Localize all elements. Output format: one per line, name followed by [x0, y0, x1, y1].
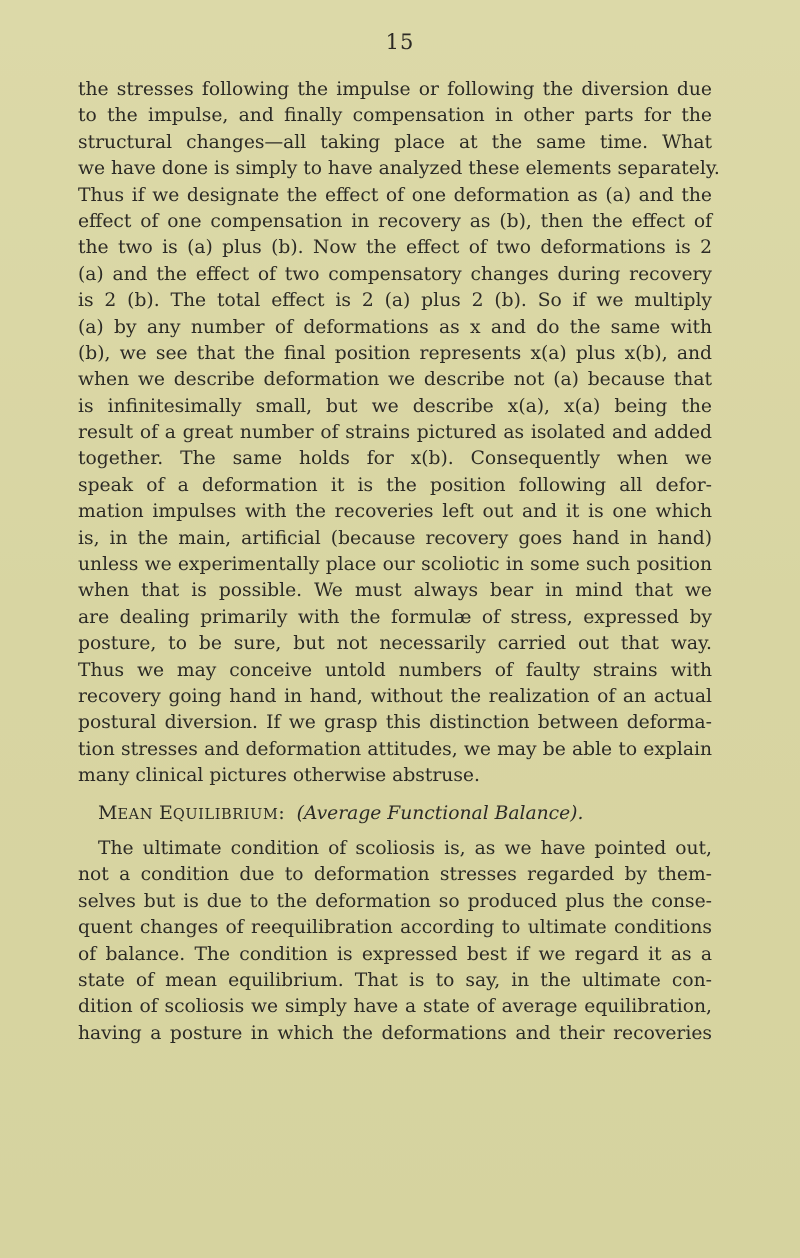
text-line: (a) by any number of deformations as x and do the same with: [78, 316, 712, 338]
text-line: tion stresses and deformation attitudes, we may be able to explain: [78, 738, 712, 760]
text-line: we have done is simply to have analyzed these elements separately.: [78, 158, 720, 180]
text-line: quent changes of reequilibration according to ultimate conditions: [78, 917, 712, 939]
text-line: unless we experimentally place our scoliotic in some such position: [78, 554, 712, 576]
text-line: posture, to be sure, but not necessarily carried out that way.: [78, 633, 712, 655]
heading-initial: M: [98, 801, 118, 824]
heading-colon: :: [278, 802, 285, 824]
text-line: having a posture in which the deformations and their recoveries: [78, 1022, 712, 1044]
text-line: dition of scoliosis we simply have a state of average equilibration,: [78, 996, 712, 1018]
body-text: [78, 77, 720, 1047]
text-line: result of a great number of strains pictured as isolated and added: [78, 422, 712, 444]
text-line: when we describe deformation we describe not (a) because that: [78, 369, 712, 391]
text-line: The ultimate condition of scoliosis is, as we have pointed out,: [98, 837, 712, 859]
text-line: the two is (a) plus (b). Now the effect of two deformations is 2: [78, 237, 712, 259]
text-line: (a) and the effect of two compensatory changes during recovery: [78, 263, 712, 285]
text-line: state of mean equilibrium. That is to say, in the ultimate con-: [78, 969, 712, 991]
text-line: selves but is due to the deformation so produced plus the conse-: [78, 890, 712, 912]
text-line: Thus we may conceive untold numbers of faulty strains with: [78, 659, 712, 681]
text-line: is, in the main, artificial (because recovery goes hand in hand): [78, 527, 712, 549]
text-line: recovery going hand in hand, without the realization of an actual: [78, 685, 712, 707]
text-line: effect of one compensation in recovery as (b), then the effect of: [78, 210, 712, 232]
text-line: mation impulses with the recoveries left out and it is one which: [78, 501, 712, 523]
heading-smallcaps: QUILIBRIUM: [172, 806, 279, 823]
heading-subtitle: (Average Functional Balance).: [296, 802, 584, 824]
text-line: not a condition due to deformation stresses regarded by them-: [78, 864, 712, 886]
text-line: is infinitesimally small, but we describe x(a), x(a) being the: [78, 395, 712, 417]
text-line: structural changes—all taking place at the same time. What: [78, 131, 712, 153]
text-line: the stresses following the impulse or following the diversion due: [78, 79, 712, 100]
text-line: (b), we see that the final position represents x(a) plus x(b), and: [78, 342, 712, 364]
text-line: postural diversion. If we grasp this distinction between deforma-: [78, 712, 712, 734]
text-line: is 2 (b). The total effect is 2 (a) plus 2 (b). So if we multiply: [78, 290, 712, 312]
heading-smallcaps: EAN: [117, 806, 154, 823]
text-line: together. The same holds for x(b). Consequently when we: [78, 448, 712, 470]
text-line: many clinical pictures otherwise abstruse.: [78, 765, 480, 787]
section-heading: [78, 800, 712, 826]
page-number: 15: [385, 30, 415, 54]
paragraph-1: [78, 77, 720, 790]
text-line: to the impulse, and finally compensation in other parts for the: [78, 105, 712, 127]
heading-initial: E: [158, 801, 173, 824]
text-line: speak of a deformation it is the position following all defor-: [78, 474, 712, 496]
paragraph-2: [78, 836, 712, 1047]
text-line: when that is possible. We must always bear in mind that we: [78, 580, 712, 602]
text-line: Thus if we designate the effect of one deformation as (a) and the: [78, 184, 712, 206]
text-line: are dealing primarily with the formulæ of stress, expressed by: [78, 606, 712, 628]
text-line: of balance. The condition is expressed best if we regard it as a: [78, 943, 712, 965]
